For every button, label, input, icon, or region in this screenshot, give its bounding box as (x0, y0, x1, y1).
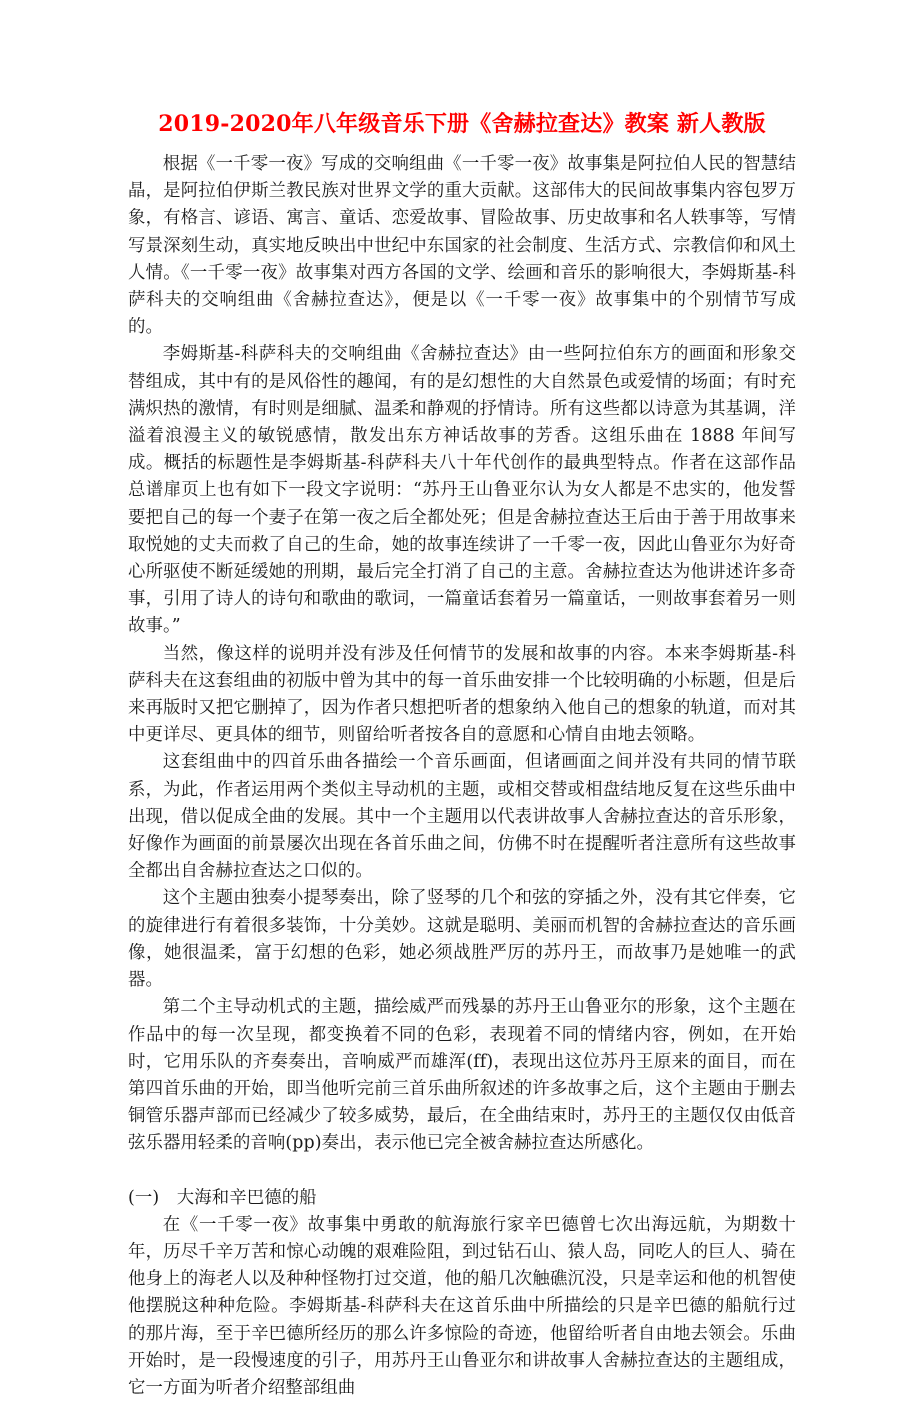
paragraph-1: 根据《一千零一夜》写成的交响组曲《一千零一夜》故事集是阿拉伯人民的智慧结晶，是阿拉伯伊斯兰教民族对世界文学的重大贡献。这部伟大的民间故事集内容包罗万象，有格言、谚语、寓言、童话、恋爱故事、冒险故事、历史故事和名人轶事等，写情写景深刻生动，真实地反映出中世纪中东国家的社会制度、生活方式、宗教信仰和风土人情。《一千零一夜》故事集对西方各国的文学、绘画和音乐的影响很大，李姆斯基-科萨科夫的交响组曲《舍赫拉查达》，便是以《一千零一夜》故事集中的个别情节写成的。 (128, 154, 796, 338)
document-content (128, 108, 796, 1402)
paragraph-2: 李姆斯基-科萨科夫的交响组曲《舍赫拉查达》由一些阿拉伯东方的画面和形象交替组成，其中有的是风俗性的趣闻，有的是幻想性的大自然景色或爱情的场面；有时充满炽热的激情，有时则是细腻、温柔和静观的抒情诗。所有这些都以诗意为其基调，洋溢着浪漫主义的敏锐感情，散发出东方神话故事的芳香。这组乐曲在 1888 年间写成。概括的标题性是李姆斯基-科萨科夫八十年代创作的最典型特点。作者在这部作品总谱扉页上也有如下一段文字说明：“苏丹王山鲁亚尔认为女人都是不忠实的，他发誓要把自己的每一个妻子在第一夜之后全都处死；但是舍赫拉查达王后由于善于用故事来取悦她的丈夫而救了自己的生命，她的故事连续讲了一千零一夜，因此山鲁亚尔为好奇心所驱使不断延缓她的刑期，最后完全打消了自己的主意。舍赫拉查达为他讲述许多奇事，引用了诗人的诗句和歌曲的歌词，一篇童话套着另一篇童话，一则故事套着另一则故事。” (128, 344, 796, 637)
section-spacer (128, 1158, 796, 1185)
section-heading: (一) 大海和辛巴德的船 (128, 1187, 317, 1208)
paragraph-3: 当然，像这样的说明并没有涉及任何情节的发展和故事的内容。本来李姆斯基-科萨科夫在这套组曲的初版中曾为其中的每一首乐曲安排一个比较明确的小标题，但是后来再版时又把它删掉了，因为作者只想把听者的想象纳入他自己的想象的轨道，而对其中更详尽、更具体的细节，则留给听者按各自的意愿和心情自由地去领略。 (128, 643, 796, 746)
paragraph-5: 这个主题由独奏小提琴奏出，除了竖琴的几个和弦的穿插之外，没有其它伴奏，它的旋律进行有着很多装饰，十分美妙。这就是聪明、美丽而机智的舍赫拉查达的音乐画像，她很温柔，富于幻想的色彩，她必须战胜严厉的苏丹王，而故事乃是她唯一的武器。 (128, 888, 796, 991)
paragraph-6: 第二个主导动机式的主题，描绘威严而残暴的苏丹王山鲁亚尔的形象，这个主题在作品中的每一次呈现，都变换着不同的色彩，表现着不同的情绪内容，例如，在开始时，它用乐队的齐奏奏出，音响威严而雄浑(ff)，表现出这位苏丹王原来的面目，而在第四首乐曲的开始，即当他听完前三首乐曲所叙述的许多故事之后，这个主题由于删去铜管乐器声部而已经减少了较多威势，最后，在全曲结束时，苏丹王的主题仅仅由低音弦乐器用轻柔的音响(pp)奏出，表示他已完全被舍赫拉查达所感化。 (128, 997, 796, 1154)
page-title: 2019-2020年八年级音乐下册《舍赫拉查达》教案 新人教版 (158, 111, 766, 137)
section-paragraph-1: 在《一千零一夜》故事集中勇敢的航海旅行家辛巴德曾七次出海远航，为期数十年，历尽千辛万苦和惊心动魄的艰难险阻，到过钻石山、猿人岛，同吃人的巨人、骑在他身上的海老人以及种种怪物打过交道，他的船几次触礁沉没，只是幸运和他的机智使他摆脱这种种危险。李姆斯基-科萨科夫在这首乐曲中所描绘的只是辛巴德的船航行过的那片海，至于辛巴德所经历的那么许多惊险的奇迹，他留给听者自由地去领会。乐曲开始时，是一段慢速度的引子，用苏丹王山鲁亚尔和讲故事人舍赫拉查达的主题组成，它一方面为听者介绍整部组曲 (128, 1214, 796, 1398)
paragraph-4: 这套组曲中的四首乐曲各描绘一个音乐画面，但诸画面之间并没有共同的情节联系，为此，作者运用两个类似主导动机的主题，或相交替或相盘结地反复在这些乐曲中出现，借以促成全曲的发展。其中一个主题用以代表讲故事人舍赫拉查达的音乐形象，好像作为画面的前景屡次出现在各首乐曲之间，仿佛不时在提醒听者注意所有这些故事全都出自舍赫拉查达之口似的。 (128, 752, 796, 882)
